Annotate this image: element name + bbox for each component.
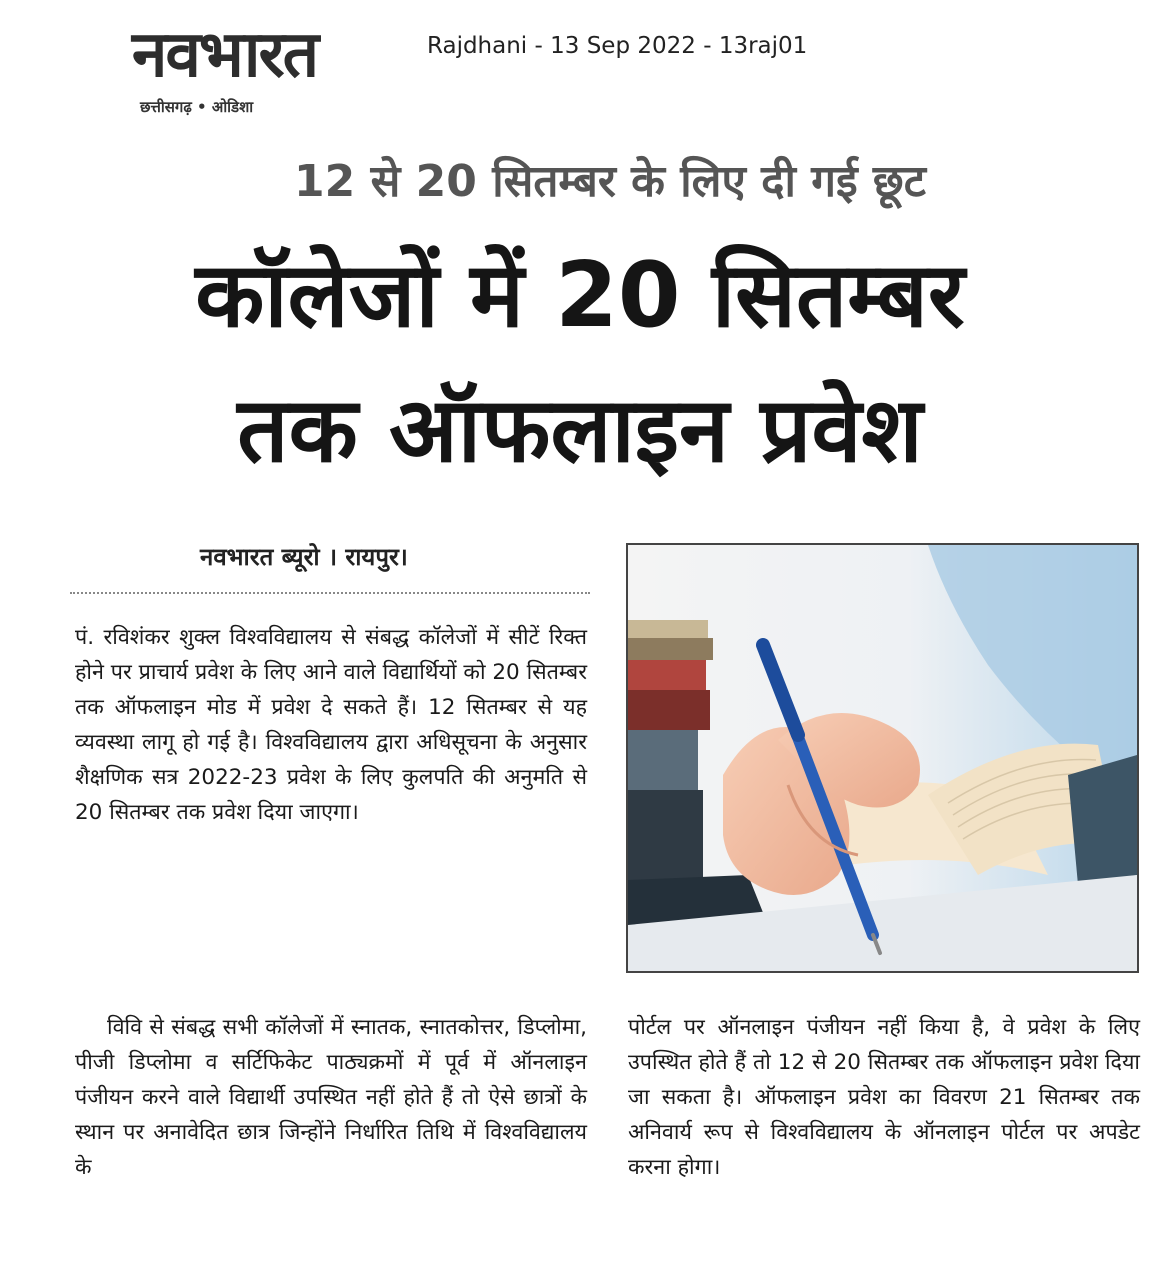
article-column-1-bottom — [75, 1010, 587, 1185]
edition-regions: छत्तीसगढ़ • ओडिशा — [140, 98, 254, 116]
article-paragraph-2-continued: पोर्टल पर ऑनलाइन पंजीयन नहीं किया है, वे प्रवेश के लिए उपस्थित होते हैं तो 12 से 20 सितम्बर तक ऑफलाइन प्रवेश दिया जा सकता है। ऑफलाइन प्रवेश का विवरण 21 सितम्बर तक अनिवार्य रूप से विश्वविद्यालय के ऑनलाइन पोर्टल पर अपडेट करना होगा। — [628, 1015, 1140, 1180]
article-column-2 — [628, 1010, 1140, 1185]
newspaper-logo: नवभारत — [131, 18, 318, 92]
byline-divider — [70, 592, 590, 594]
main-headline — [30, 228, 1130, 498]
edition-info: Rajdhani - 13 Sep 2022 - 13raj01 — [427, 33, 808, 59]
article-photo — [626, 543, 1139, 973]
kicker-headline: 12 से 20 सितम्बर के लिए दी गई छूट — [294, 156, 926, 207]
headline-line-1: कॉलेजों में 20 सितम्बर — [195, 243, 965, 348]
masthead — [52, 18, 397, 118]
photo-student-writing-illustration — [628, 545, 1137, 971]
article-paragraph-2: विवि से संबद्ध सभी कॉलेजों में स्नातक, स्नातकोत्तर, डिप्लोमा, पीजी डिप्लोमा व सर्टिफिकेट पाठ्यक्रमों में पूर्व में ऑनलाइन पंजीयन करने वाले विद्यार्थी उपस्थित नहीं होते हैं तो ऐसे छात्रों के स्थान पर अनावेदित छात्र जिन्होंने निर्धारित तिथि में विश्वविद्यालय के — [75, 1015, 587, 1180]
headline-line-2: तक ऑफलाइन प्रवेश — [237, 378, 923, 483]
article-paragraph-1: पं. रविशंकर शुक्ल विश्वविद्यालय से संबद्ध कॉलेजों में सीटें रिक्त होने पर प्राचार्य प्रवेश के लिए आने वाले विद्यार्थियों को 20 सितम्बर तक ऑफलाइन मोड में प्रवेश दे सकते हैं। 12 सितम्बर से यह व्यवस्था लागू हो गई है। विश्वविद्यालय द्वारा अधिसूचना के अनुसार शैक्षणिक सत्र 2022-23 प्रवेश के लिए कुलपति की अनुमति से 20 सितम्बर तक प्रवेश दिया जाएगा। — [75, 625, 587, 825]
article-column-1-top — [75, 620, 587, 830]
byline: नवभारत ब्यूरो । रायपुर। — [200, 543, 408, 571]
